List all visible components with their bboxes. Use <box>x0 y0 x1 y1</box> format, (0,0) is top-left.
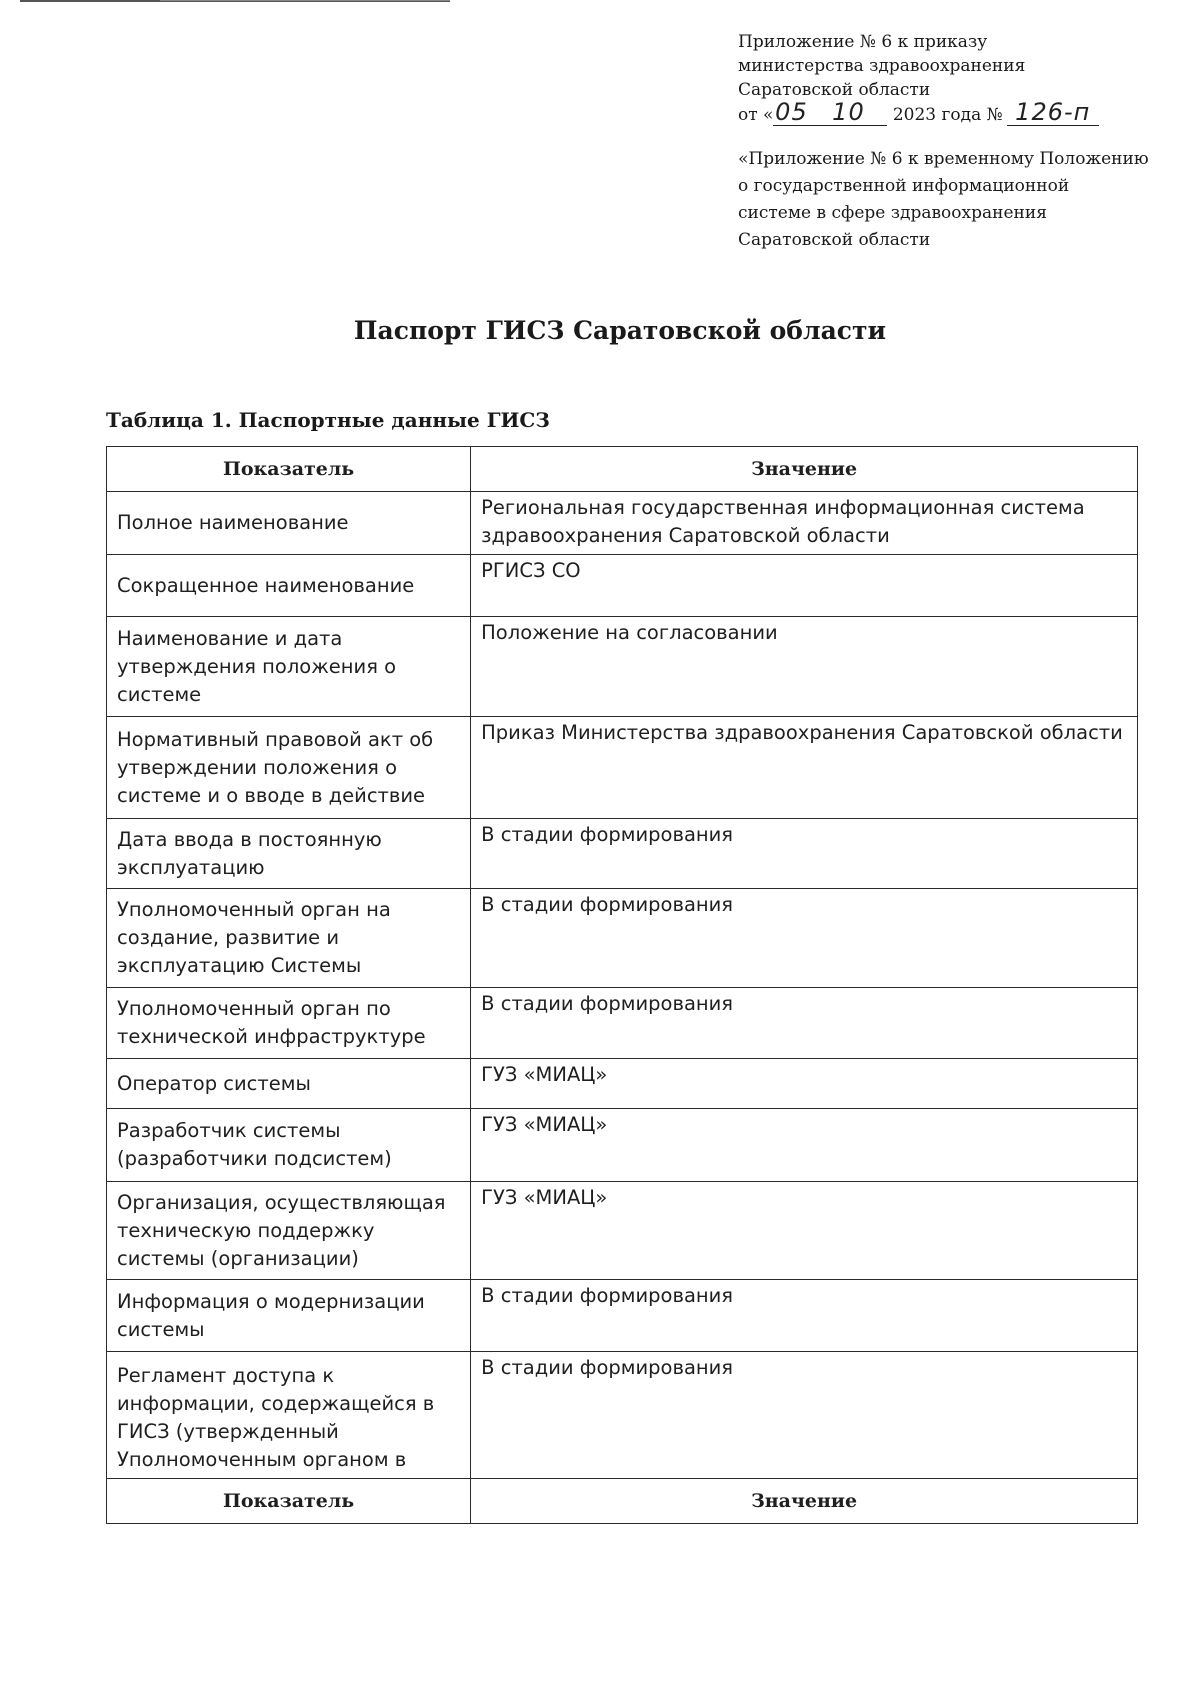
scan-artifact-line <box>160 0 450 1</box>
value-cell: В стадии формирования <box>471 889 1138 988</box>
appendix-line: «Приложение № 6 к временному Положению <box>738 149 1149 169</box>
value-cell: В стадии формирования <box>471 988 1138 1059</box>
table-row <box>107 617 1138 717</box>
indicator-cell: Организация, осуществляющая техническую поддержку системы (организации) <box>107 1182 471 1280</box>
order-month-handwritten: 10 <box>832 98 865 126</box>
indicator-cell: Полное наименование <box>107 492 471 555</box>
value-cell: В стадии формирования <box>471 1280 1138 1352</box>
column-header-indicator: Показатель <box>107 447 471 492</box>
table-row <box>107 492 1138 555</box>
value-cell: В стадии формирования <box>471 819 1138 889</box>
value-cell: Приказ Министерства здравоохранения Саратовской области <box>471 717 1138 819</box>
table-row <box>107 555 1138 617</box>
appendix-line: системе в сфере здравоохранения <box>738 203 1047 223</box>
table-row <box>107 889 1138 988</box>
indicator-cell: Сокращенное наименование <box>107 555 471 617</box>
order-day-handwritten: 05 <box>775 98 808 126</box>
table-row <box>107 1059 1138 1109</box>
table-caption: Таблица 1. Паспортные данные ГИСЗ <box>106 408 550 432</box>
appendix-line: Саратовской области <box>738 230 931 250</box>
order-prefix: от « <box>738 105 774 125</box>
indicator-cell: Дата ввода в постоянную эксплуатацию <box>107 819 471 889</box>
table-row <box>107 1280 1138 1352</box>
indicator-cell: Уполномоченный орган по технической инфраструктуре <box>107 988 471 1059</box>
order-number <box>1007 98 1099 126</box>
indicator-cell: Уполномоченный орган на создание, развитие и эксплуатацию Системы <box>107 889 471 988</box>
table-row <box>107 1182 1138 1280</box>
table-row <box>107 1352 1138 1479</box>
order-number-handwritten: 126-п <box>1015 98 1091 126</box>
table-repeat-header-row <box>107 1479 1138 1524</box>
order-year-text: 2023 года № <box>892 105 1003 125</box>
column-header-value: Значение <box>471 447 1138 492</box>
value-cell: РГИСЗ СО <box>471 555 1138 617</box>
indicator-cell: Разработчик системы (разработчики подсистем) <box>107 1109 471 1182</box>
indicator-cell: Наименование и дата утверждения положения о системе <box>107 617 471 717</box>
order-day <box>773 98 809 126</box>
indicator-cell: Оператор системы <box>107 1059 471 1109</box>
header-line: Приложение № 6 к приказу <box>738 32 988 52</box>
table-header-row <box>107 447 1138 492</box>
value-cell: ГУЗ «МИАЦ» <box>471 1182 1138 1280</box>
header-line: министерства здравоохранения <box>738 56 1026 76</box>
header-line: Саратовской области <box>738 80 931 100</box>
value-cell: Положение на согласовании <box>471 617 1138 717</box>
appendix-reference <box>738 146 1178 254</box>
order-header <box>738 30 1158 127</box>
table-row <box>107 819 1138 889</box>
order-month <box>809 98 887 126</box>
indicator-cell: Информация о модернизации системы <box>107 1280 471 1352</box>
indicator-cell: Нормативный правовой акт об утверждении положения о системе и о вводе в действие <box>107 717 471 819</box>
passport-table <box>106 446 1138 1524</box>
column-header-indicator: Показатель <box>107 1479 471 1524</box>
document-title: Паспорт ГИСЗ Саратовской области <box>353 316 887 345</box>
table-row <box>107 988 1138 1059</box>
indicator-cell: Регламент доступа к информации, содержащейся в ГИСЗ (утвержденный Уполномоченным органом в <box>107 1352 471 1479</box>
value-cell: В стадии формирования <box>471 1352 1138 1479</box>
table-row <box>107 1109 1138 1182</box>
value-cell: ГУЗ «МИАЦ» <box>471 1109 1138 1182</box>
table-row <box>107 717 1138 819</box>
value-cell: ГУЗ «МИАЦ» <box>471 1059 1138 1109</box>
order-date-number-line <box>738 98 1158 127</box>
column-header-value: Значение <box>471 1479 1138 1524</box>
appendix-line: о государственной информационной <box>738 176 1070 196</box>
value-cell: Региональная государственная информационная система здравоохранения Саратовской области <box>471 492 1138 555</box>
